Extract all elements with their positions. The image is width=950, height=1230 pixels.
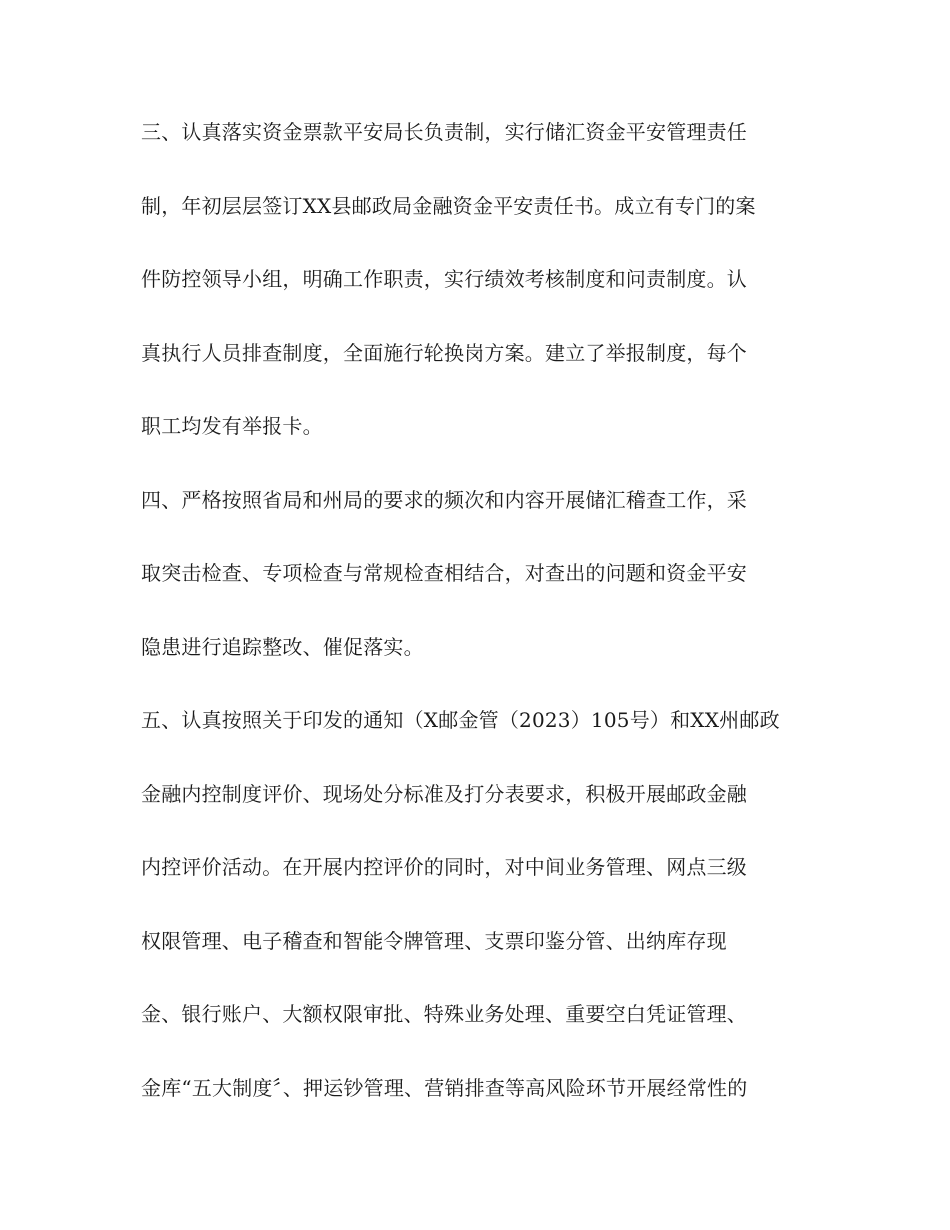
- paragraph-5-line-1: 五、认真按照关于印发的通知（X邮金管（2023）105号）和XX州邮政: [141, 708, 780, 732]
- paragraph-5-line-5: 金、银行账户、大额权限审批、特殊业务处理、重要空白凭证管理、: [141, 1002, 747, 1026]
- paragraph-5-line-6: 金库“五大制度〞、押运钞管理、营销排查等高风险环节开展经常性的: [141, 1075, 748, 1100]
- paragraph-4-line-2: 取突击检查、专项检查与常规检查相结合，对查出的问题和资金平安: [141, 561, 747, 585]
- paragraph-3-line-4: 真执行人员排查制度，全面施行轮换岗方案。建立了举报制度，每个: [141, 340, 747, 365]
- paragraph-5-line-2: 金融内控制度评价、现场处分标准及打分表要求，积极开展邮政金融: [141, 781, 747, 806]
- paragraph-3-line-1: 三、认真落实资金票款平安局长负责制，实行储汇资金平安管理责任: [141, 120, 747, 144]
- paragraph-5-line-4: 权限管理、电子稽查和智能令牌管理、支票印鉴分管、出纳库存现: [141, 928, 727, 953]
- paragraph-4-line-3: 隐患进行追踪整改、催促落实。: [141, 634, 424, 659]
- paragraph-4-line-1: 四、严格按照省局和州局的要求的频次和内容开展储汇稽查工作，采: [141, 487, 747, 512]
- document-body: [141, 122, 821, 1151]
- paragraph-3-line-2: 制，年初层层签订XX县邮政局金融资金平安责任书。成立有专门的案: [141, 193, 756, 218]
- paragraph-5-line-3: 内控评价活动。在开展内控评价的同时，对中间业务管理、网点三级: [141, 855, 747, 879]
- paragraph-3-line-5: 职工均发有举报卡。: [141, 414, 323, 438]
- paragraph-3-line-3: 件防控领导小组，明确工作职责，实行绩效考核制度和问责制度。认: [141, 267, 747, 291]
